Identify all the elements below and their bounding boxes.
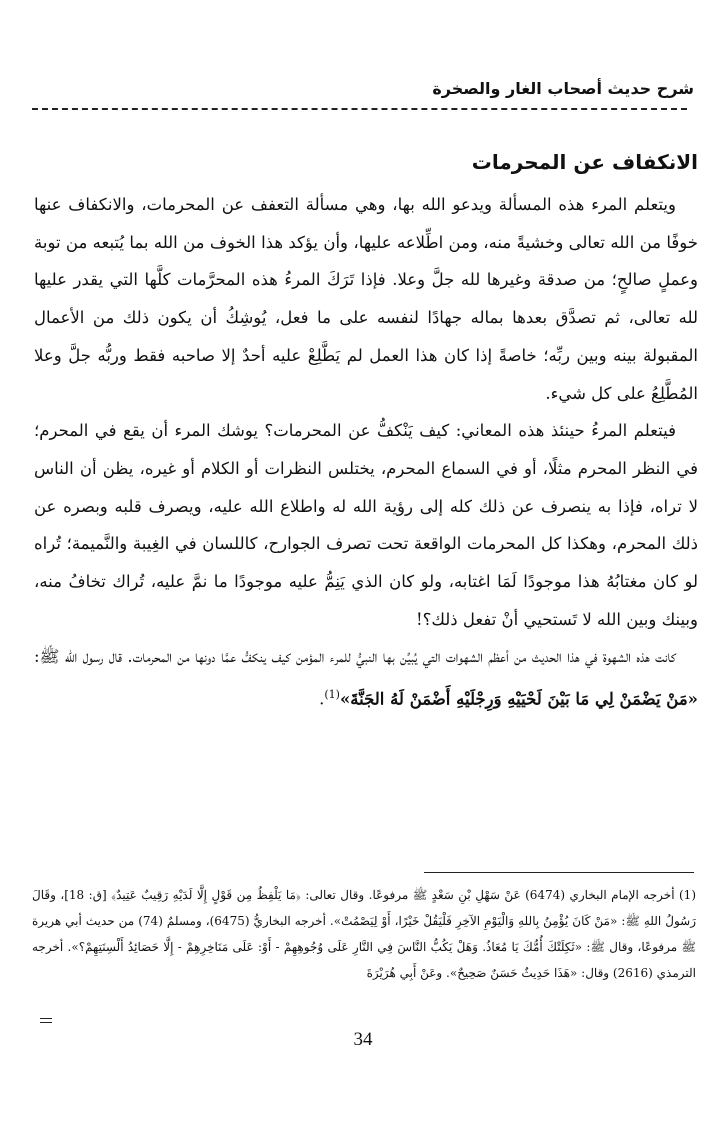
running-header: شرح حديث أصحاب الغار والصخرة bbox=[432, 79, 694, 98]
body-text bbox=[34, 186, 698, 718]
paragraph-3-lead: كانت هذه الشهوة في هذا الحديث من أعظم الشهوات التي يُبيِّن بها النبيُّ للمرء المؤمن كيف ينكفُّ عمَّا دونها من المحرمات. قال رسول الله ﷺ: bbox=[34, 647, 676, 667]
paragraph-1: ويتعلم المرء هذه المسألة ويدعو الله بها، وهي مسألة التعفف عن المحرمات، والانكفاف عنها خوفًا من الله تعالى وخشيةً منه، ومن اطِّلاعه عليها، وأن يؤكد هذا الخوف من الله بما يُتبعه من توبة وعملٍ صالحٍ؛ من صدقة وغيرها لله جلَّ وعلا. فإذا تَرَكَ المرءُ هذه المحرَّمات كلَّها التي يقدر عليها لله تعالى، ثم تصدَّق بعدها بماله جهادًا لنفسه على ما فعل، يُوشِكُ أن يكون ذلك من الأعمال المقبولة بينه وبين ربِّه؛ خاصةً إذا كان هذا العمل لم يَطَّلِعْ عليه أحدٌ إلا صاحبه فقط وربُّه جلَّ وعلا المُطَّلِعُ على كل شيء. bbox=[34, 195, 698, 403]
footnote-divider bbox=[424, 872, 694, 873]
paragraph-3 bbox=[34, 638, 698, 718]
paragraph-2: فيتعلم المرءُ حينئذ هذه المعاني: كيف يَنْكفُّ عن المحرمات؟ يوشك المرء أن يقع في المحرم؛ في النظر المحرم مثلًا، أو في السماع المحرم، يختلس النظرات أو الكلام أو غيره، يظن أن الناس لا تراه، فإذا به ينصرف عن ذلك كله إلى رؤية الله له واطلاع الله عليه، ويصرف قلبه وبصره عن ذلك المحرم، وهكذا كل المحرمات الواقعة تحت تصرف الجوارح، كاللسان في الغِيبة والنَّميمة؛ تُراه لو كان مغتابُهُ هذا موجودًا لَمَا اغتابه، ولو كان الذي يَنِمُّ عليه موجودًا ما نمَّ عليه، تُراك تخافُ منه، وبينك وبين الله لا تَستحيي أنْ تفعل ذلك؟! bbox=[34, 421, 698, 629]
hadith-quote: «مَنْ يَضْمَنْ لِي مَا بَيْنَ لَحْيَيْهِ وَرِجْلَيْهِ أَضْمَنْ لَهُ الجَنَّةَ» bbox=[339, 689, 698, 709]
header-divider bbox=[32, 108, 687, 110]
paragraph-3-end: . bbox=[319, 689, 325, 709]
footnotes bbox=[32, 882, 696, 986]
footnote-1: (1) أخرجه الإمام البخاري (6474) عَنْ سَهْلِ بْنِ سَعْدٍ ﷺ مرفوعًا. وقال تعالى: ﴿مَا يَلْفِظُ مِن قَوْلٍ إِلَّا لَدَيْهِ رَقِيبٌ عَتِيدٌ﴾ [ق: 18]، وقَالَ رَسُولُ اللهِ ﷺ: «مَنْ كَانَ يُؤْمِنُ بِاللهِ وَالْيَوْمِ الآخِرِ فَلْيَقُلْ خَيْرًا، أَوْ لِيَصْمُتْ». أخرجه البخاريُّ (6475)، ومسلمٌ (74) من حديث أبي هريرة ﷺ مرفوعًا، وقال ﷺ: «ثَكِلَتْكَ أُمُّكَ يَا مُعَاذُ. وَهَلْ يَكُبُّ النَّاسَ فِي النَّارِ عَلَى وُجُوهِهِمْ - أَوْ: عَلَى مَنَاخِرِهِمْ - إِلَّا حَصَائِدُ أَلْسِنَتِهِمْ؟». أخرجه الترمذي (2616) وقال: «هَذَا حَدِيثٌ حَسَنٌ صَحِيحٌ». وعَنْ أَبِي هُرَيْرَةَ bbox=[32, 888, 697, 980]
section-heading: الانكفاف عن المحرمات bbox=[471, 150, 698, 174]
footnote-ref-1[interactable]: (1) bbox=[324, 688, 340, 702]
page-number: 34 bbox=[353, 1029, 373, 1050]
continuation-mark bbox=[40, 1018, 52, 1023]
